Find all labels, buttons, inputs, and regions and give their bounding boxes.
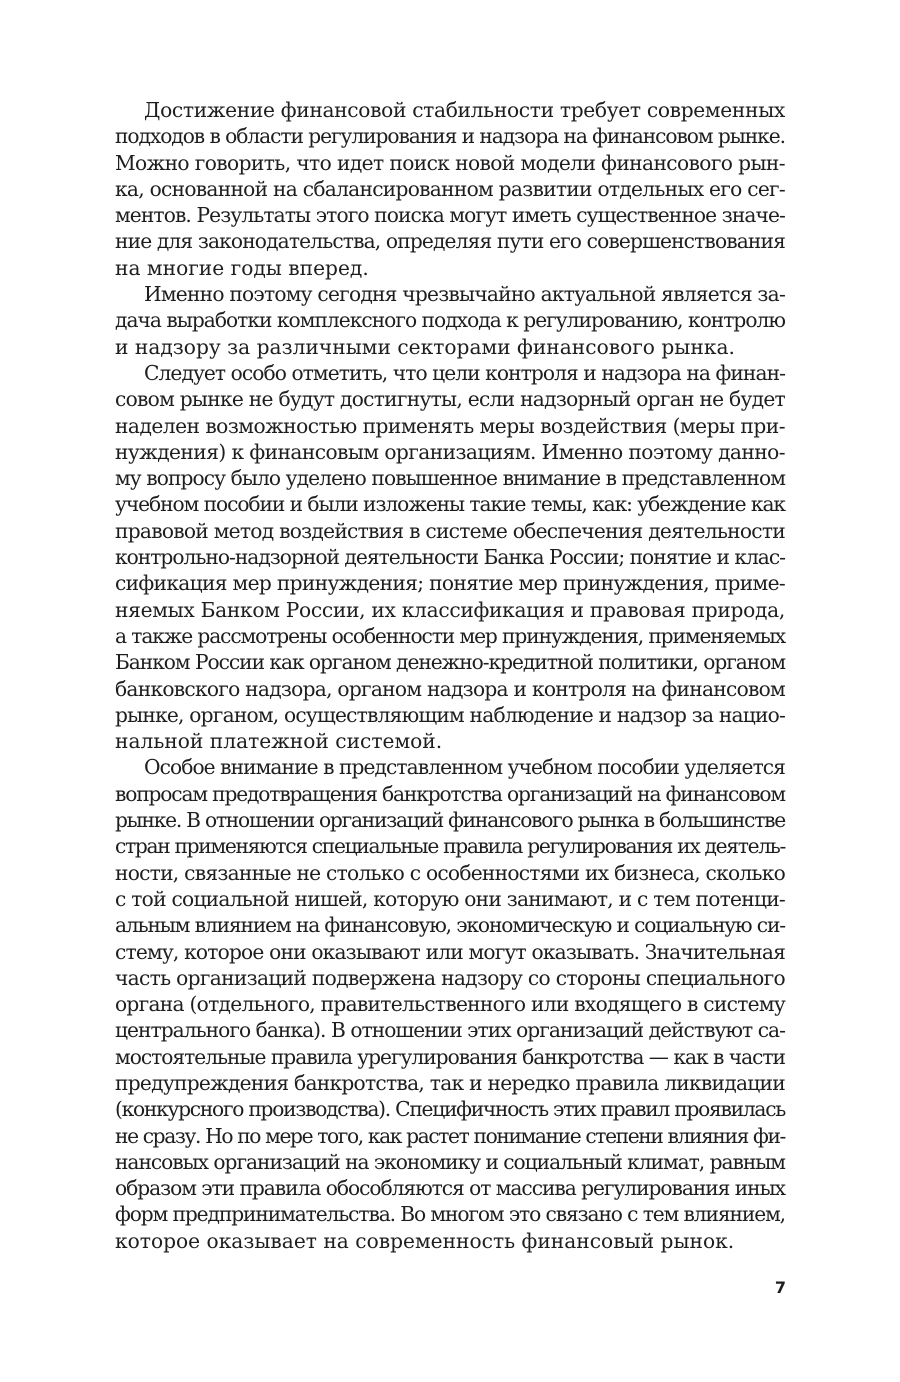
text-line: альным влиянием на финансовую, экономическую и социальную си- <box>115 913 785 938</box>
text-line: Банком России как органом денежно-кредитной политики, органом <box>115 650 785 675</box>
text-line: учебном пособии и были изложены такие темы, как: убеждение как <box>115 492 785 517</box>
text-line: совом рынке не будут достигнуты, если надзорный орган не будет <box>115 387 785 412</box>
text-line: ние для законодательства, определяя пути его совершенствования <box>115 229 785 254</box>
text-line: органа (отдельного, правительственного или входящего в систему <box>115 992 785 1017</box>
paragraph <box>115 754 785 1254</box>
text-line: форм предпринимательства. Во многом это связано с тем влиянием, <box>115 1202 785 1227</box>
text-line: рынке. В отношении организаций финансового рынка в большинстве <box>115 808 785 833</box>
text-line: а также рассмотрены особенности мер принуждения, применяемых <box>115 623 785 648</box>
text-line: на многие годы вперед. <box>115 255 369 280</box>
paragraph <box>115 360 785 754</box>
paragraph <box>115 281 785 360</box>
text-line: которое оказывает на современность финансовый рынок. <box>115 1228 735 1253</box>
text-line: мостоятельные правила урегулирования банкротства — как в части <box>115 1044 785 1069</box>
body-text <box>115 97 785 1254</box>
text-line: с той социальной нишей, которую они занимают, и с тем потенци- <box>115 886 785 911</box>
text-line: предупреждения банкротства, так и нередко правила ликвидации <box>115 1070 785 1095</box>
text-line: дача выработки комплексного подхода к регулированию, контролю <box>115 308 785 333</box>
text-line: часть организаций подвержена надзору со стороны специального <box>115 965 785 990</box>
text-line: и надзору за различными секторами финансового рынка. <box>115 334 735 359</box>
text-line: центрального банка). В отношении этих организаций действуют са- <box>115 1018 786 1043</box>
text-line: подходов в области регулирования и надзора на финансовом рынке. <box>115 124 785 149</box>
text-line: нальной платежной системой. <box>115 729 443 754</box>
text-line: (конкурсного производства). Специфичность этих правил проявилась <box>115 1097 785 1122</box>
text-line: стему, которое они оказывают или могут оказывать. Значительная <box>115 939 785 964</box>
text-line: банковского надзора, органом надзора и контроля на финансовом <box>115 676 785 701</box>
text-line: рынке, органом, осуществляющим наблюдение и надзор за нацио- <box>115 702 785 727</box>
text-line: наделен возможностью применять меры воздействия (меры при- <box>115 413 786 438</box>
text-line: контрольно-надзорной деятельности Банка России; понятие и клас- <box>115 545 785 570</box>
text-line: няемых Банком России, их классификация и правовая природа, <box>115 597 785 622</box>
text-line: сификация мер принуждения; понятие мер принуждения, приме- <box>115 571 785 596</box>
text-line: нансовых организаций на экономику и социальный климат, равным <box>115 1149 785 1174</box>
text-line: му вопросу было уделено повышенное внимание в представленном <box>115 466 785 491</box>
paragraph <box>115 97 785 281</box>
text-line: Следует особо отметить, что цели контроля и надзора на финан- <box>144 360 785 385</box>
text-line: Достижение финансовой стабильности требует современных <box>144 98 785 122</box>
text-line: нуждения) к финансовым организациям. Именно поэтому данно- <box>115 439 785 464</box>
text-line: ности, связанные не столько с особенностями их бизнеса, сколько <box>115 860 785 885</box>
text-line: Особое внимание в представленном учебном пособии уделяется <box>144 755 785 780</box>
text-line: не сразу. Но по мере того, как растет понимание степени влияния фи- <box>115 1123 785 1148</box>
text-line: образом эти правила обособляются от массива регулирования иных <box>115 1176 785 1201</box>
text-line: ка, основанной на сбалансированном развитии отдельных его сег- <box>115 176 785 201</box>
text-line: правовой метод воздействия в системе обеспечения деятельности <box>115 518 785 543</box>
page-number: 7 <box>774 1278 786 1297</box>
text-line: ментов. Результаты этого поиска могут иметь существенное значе- <box>115 203 785 228</box>
text-line: стран применяются специальные правила регулирования их деятель- <box>115 834 785 859</box>
text-line: Именно поэтому сегодня чрезвычайно актуальной является за- <box>144 282 785 307</box>
text-line: вопросам предотвращения банкротства организаций на финансовом <box>115 781 785 806</box>
text-line: Можно говорить, что идет поиск новой модели финансового рын- <box>115 150 785 175</box>
